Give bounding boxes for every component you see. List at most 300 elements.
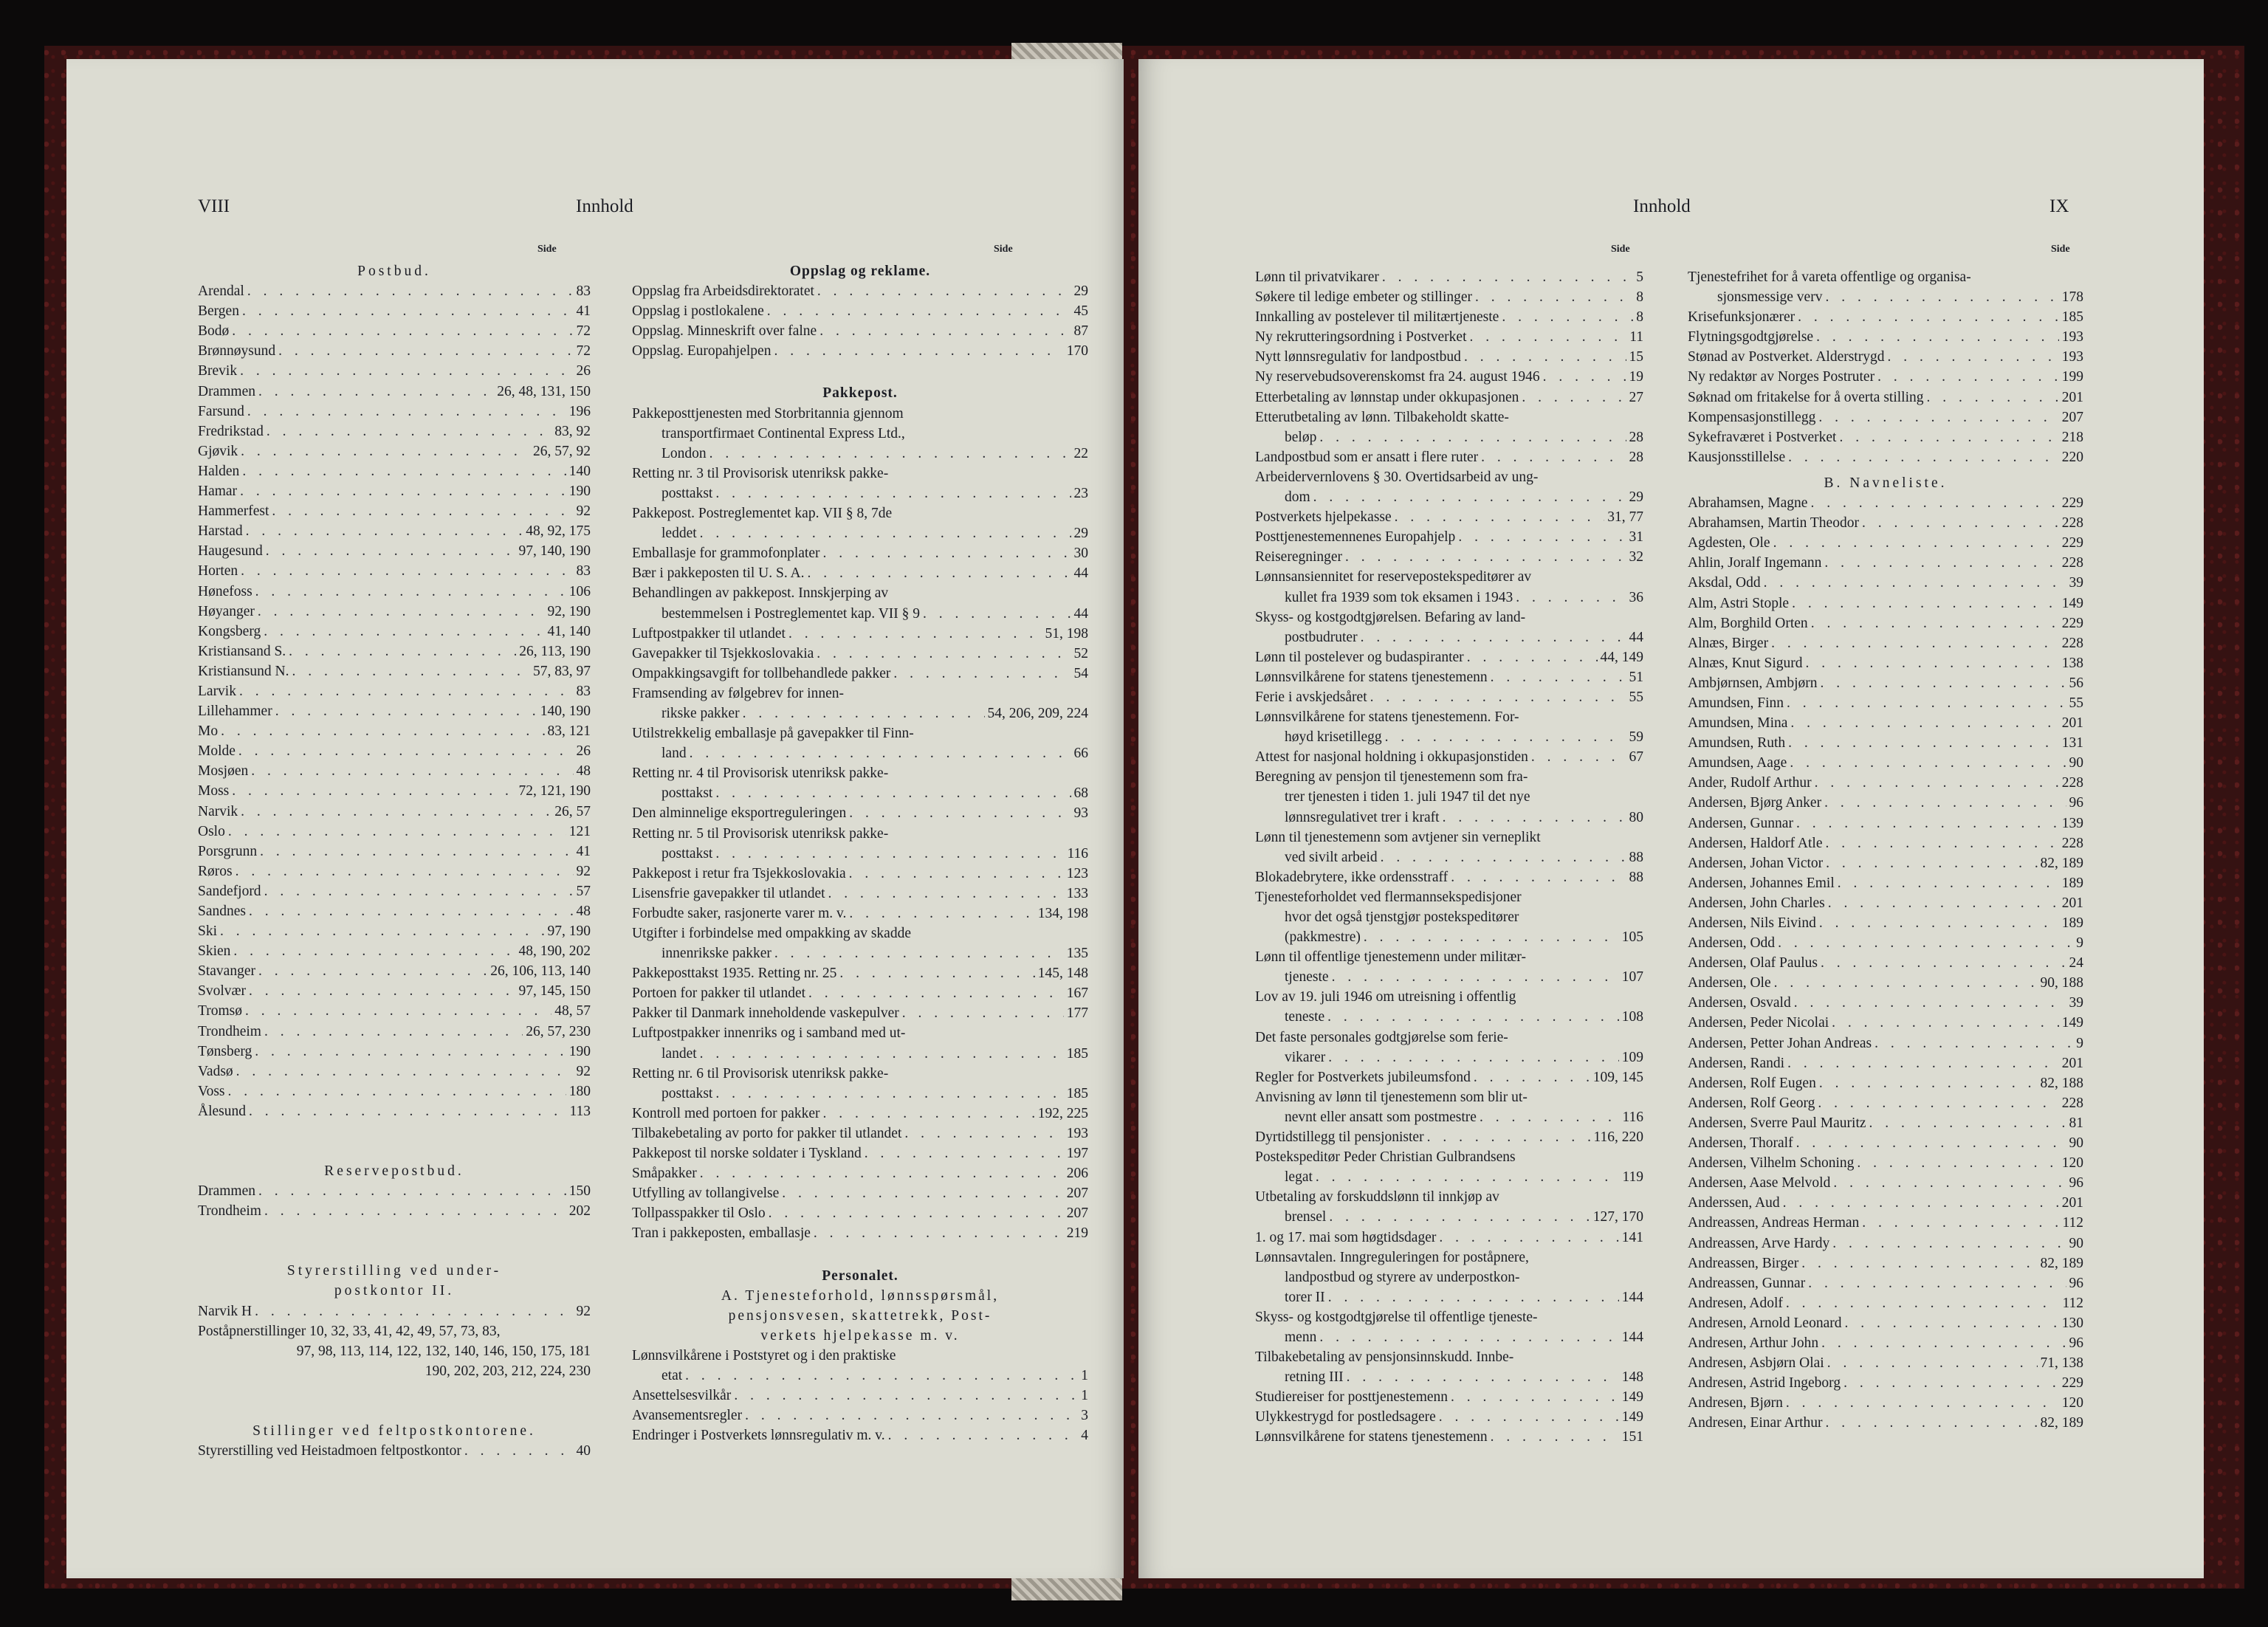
dot-leader bbox=[1801, 1253, 2037, 1273]
dot-leader bbox=[1805, 653, 2058, 673]
entry-pages: 83 bbox=[576, 283, 591, 300]
entry-title: Andersen, Thoralf bbox=[1688, 1135, 1793, 1152]
dot-leader bbox=[1821, 1333, 2066, 1353]
index-entry bbox=[198, 961, 591, 981]
side-label: Side bbox=[537, 244, 557, 255]
index-entry bbox=[632, 1425, 1088, 1445]
index-entry bbox=[632, 904, 1088, 923]
entry-pages: 149 bbox=[1621, 1409, 1643, 1425]
index-entry bbox=[632, 1104, 1088, 1124]
dot-leader bbox=[238, 741, 574, 761]
entry-title: Andresen, Bjørn bbox=[1688, 1395, 1783, 1411]
entry-title: innenrikske pakker bbox=[662, 946, 772, 962]
dot-leader bbox=[1815, 773, 2059, 793]
entry-pages: 229 bbox=[2061, 495, 2083, 512]
entry-title: Oslo bbox=[198, 823, 225, 839]
entry-title: Andersen, Nils Eivind bbox=[1688, 915, 1816, 931]
dot-leader bbox=[242, 301, 574, 321]
entry-pages: 54, 206, 209, 224 bbox=[987, 705, 1088, 721]
dot-leader bbox=[233, 941, 515, 961]
dot-leader bbox=[1788, 447, 2059, 467]
dot-leader bbox=[1833, 1173, 2066, 1193]
entry-title: Beregning av pensjon til tjenestemenn som fra- bbox=[1255, 769, 1528, 785]
index-entry bbox=[1688, 733, 2083, 753]
subsection-heading: A. Tjenesteforhold, lønnsspørsmål, bbox=[721, 1287, 1000, 1304]
entry-title: Andreassen, Arve Hardy bbox=[1688, 1235, 1830, 1251]
entry-title: Lønnsavtalen. Inngreguleringen for poståpnere, bbox=[1255, 1249, 1529, 1265]
entry-pages: 108 bbox=[1621, 1009, 1643, 1025]
dot-leader bbox=[241, 802, 551, 822]
entry-pages: 26, 113, 190 bbox=[519, 643, 591, 659]
entry-pages: 29 bbox=[1073, 283, 1088, 300]
entry-list bbox=[198, 1181, 591, 1221]
entry-pages: 96 bbox=[2069, 795, 2083, 811]
entry-pages: 26, 106, 113, 140 bbox=[490, 963, 591, 980]
index-entry bbox=[1688, 814, 2083, 833]
dot-leader bbox=[249, 901, 574, 921]
dot-leader bbox=[1788, 733, 2059, 753]
section-heading: Personalet. bbox=[822, 1267, 898, 1284]
entry-title: Mo bbox=[198, 723, 219, 740]
index-entry bbox=[1688, 388, 2083, 407]
index-entry bbox=[198, 981, 591, 1001]
entry-title: Drammen bbox=[198, 1183, 255, 1200]
dot-leader bbox=[1439, 1228, 1618, 1248]
entry-pages: 140, 190 bbox=[540, 704, 591, 720]
index-entry bbox=[632, 743, 1088, 763]
dot-leader bbox=[904, 1124, 1063, 1143]
index-entry bbox=[1255, 588, 1643, 608]
dot-leader bbox=[865, 1143, 1064, 1163]
entry-pages: 83 bbox=[576, 683, 591, 699]
index-entry bbox=[632, 1203, 1088, 1223]
entry-pages: 45 bbox=[1073, 303, 1088, 320]
index-entry bbox=[198, 1101, 591, 1121]
index-entry bbox=[1688, 853, 2083, 873]
index-entry bbox=[632, 1044, 1088, 1064]
index-entry bbox=[198, 822, 591, 842]
index-entry bbox=[632, 281, 1088, 301]
entry-pages: 48 bbox=[576, 763, 591, 780]
entry-pages: 57, 83, 97 bbox=[533, 663, 591, 679]
dot-leader bbox=[1502, 307, 1633, 327]
index-entry bbox=[632, 1223, 1088, 1243]
entry-pages: 116, 220 bbox=[1593, 1129, 1643, 1146]
entry-pages: 81 bbox=[2069, 1115, 2083, 1131]
entry-pages: 120 bbox=[2061, 1155, 2083, 1172]
entry-pages: 66 bbox=[1073, 746, 1088, 762]
entry-pages: 44, 149 bbox=[1600, 649, 1643, 665]
dot-leader bbox=[1543, 367, 1626, 387]
entry-title: Ander, Rudolf Arthur bbox=[1688, 775, 1812, 791]
index-entry bbox=[1688, 893, 2083, 913]
entry-title: bestemmelsen i Postreglementet kap. VII § 9 bbox=[662, 605, 921, 622]
entry-title: postbudruter bbox=[1285, 629, 1358, 645]
dot-leader bbox=[1808, 1273, 2066, 1293]
entry-title: Lov av 19. juli 1946 om utreisning i offentlig bbox=[1255, 989, 1516, 1005]
index-entry bbox=[1688, 1113, 2083, 1133]
dot-leader bbox=[242, 461, 566, 481]
dot-leader bbox=[1869, 1113, 2066, 1133]
entry-title: Ulykkestrygd for postledsagere bbox=[1255, 1409, 1436, 1425]
index-entry bbox=[1255, 667, 1643, 687]
dot-leader bbox=[1480, 1107, 1620, 1127]
index-entry bbox=[632, 523, 1088, 543]
dot-leader bbox=[1818, 1093, 2058, 1113]
dot-leader bbox=[241, 561, 573, 581]
entry-title: legat bbox=[1285, 1169, 1313, 1186]
index-entry bbox=[198, 681, 591, 701]
entry-title: Alnæs, Birger bbox=[1688, 635, 1769, 651]
entry-pages: 228 bbox=[2061, 555, 2083, 571]
entry-title: trer tjenesten i tiden 1. juli 1947 til det nye bbox=[1285, 789, 1530, 805]
index-entry bbox=[1688, 573, 2083, 593]
index-entry bbox=[1255, 1127, 1643, 1147]
entry-pages: 167 bbox=[1066, 986, 1088, 1002]
entry-pages: 112 bbox=[2062, 1295, 2083, 1311]
dot-leader bbox=[220, 921, 544, 941]
entry-title: Lønn til postelever og budaspiranter bbox=[1255, 649, 1464, 665]
dot-leader bbox=[1786, 1293, 2060, 1313]
entry-pages: 92 bbox=[576, 1303, 591, 1319]
index-entry bbox=[1255, 1228, 1643, 1248]
index-entry bbox=[1688, 1193, 2083, 1213]
index-entry bbox=[1688, 973, 2083, 993]
entry-title: Oppslag i postlokalene bbox=[632, 303, 764, 320]
dot-leader bbox=[782, 1183, 1063, 1203]
entry-title: Narvik H bbox=[198, 1303, 252, 1319]
entry-pages: 29 bbox=[1073, 526, 1088, 542]
subsection-heading: verkets hjelpekasse m. v. bbox=[760, 1327, 960, 1344]
entry-title: Drammen bbox=[198, 383, 255, 399]
entry-title: Andersen, Petter Johan Andreas bbox=[1688, 1035, 1872, 1051]
entry-title: Regler for Postverkets jubileumsfond bbox=[1255, 1069, 1471, 1085]
dot-leader bbox=[1796, 1133, 2066, 1153]
entry-title: Andersen, Bjørg Anker bbox=[1688, 795, 1822, 811]
entry-pages: 112 bbox=[2062, 1215, 2083, 1231]
index-entry bbox=[198, 881, 591, 901]
entry-pages: 151 bbox=[1621, 1429, 1643, 1445]
entry-pages: 105 bbox=[1621, 929, 1643, 946]
dot-leader bbox=[241, 441, 530, 461]
dot-leader bbox=[1790, 713, 2058, 733]
dot-leader bbox=[1491, 667, 1626, 687]
entry-pages: 28 bbox=[1629, 429, 1643, 445]
dot-leader bbox=[1877, 367, 2059, 387]
entry-pages: 140 bbox=[568, 463, 591, 479]
index-entry bbox=[198, 521, 591, 541]
index-entry bbox=[632, 664, 1088, 684]
dot-leader bbox=[1364, 927, 1619, 947]
section-heading: Oppslag og reklame. bbox=[789, 264, 931, 279]
entry-pages: 83, 121 bbox=[547, 723, 591, 740]
dot-leader bbox=[715, 1084, 1063, 1104]
entry-pages: 26, 57, 92 bbox=[533, 443, 591, 459]
index-entry bbox=[1688, 1293, 2083, 1313]
entry-title: Skyss- og kostgodtgjørelsen. Befaring av land- bbox=[1255, 609, 1526, 625]
entry-title: Gavepakker til Tsjekkoslovakia bbox=[632, 645, 814, 661]
section-heading: Pakkepost. bbox=[822, 385, 898, 402]
entry-pages: 27 bbox=[1629, 389, 1643, 405]
entry-pages: 97, 145, 150 bbox=[518, 983, 591, 1000]
entry-title: vikarer bbox=[1285, 1049, 1326, 1065]
entry-title: Ny redaktør av Norges Postruter bbox=[1688, 369, 1875, 385]
dot-leader bbox=[1522, 388, 1626, 407]
entry-title: Pakker til Danmark inneholdende vaskepulver bbox=[632, 1005, 899, 1022]
entry-title: Alm, Astri Stople bbox=[1688, 595, 1790, 611]
dot-leader bbox=[249, 981, 515, 1001]
dot-leader bbox=[817, 281, 1071, 301]
dot-leader bbox=[1451, 1387, 1619, 1407]
entry-pages: 116 bbox=[1622, 1109, 1643, 1125]
entry-title: Andersen, Johan Victor bbox=[1688, 855, 1824, 871]
entry-pages: 207 bbox=[1066, 1205, 1088, 1222]
entry-pages: 72, 121, 190 bbox=[518, 783, 591, 799]
entry-title: Kompensasjonstillegg bbox=[1688, 409, 1816, 425]
dot-leader bbox=[249, 1101, 566, 1121]
entry-pages: 123 bbox=[1066, 865, 1088, 881]
index-entry bbox=[1255, 527, 1643, 547]
entry-pages: 68 bbox=[1073, 785, 1088, 802]
entry-title: ved sivilt arbeid bbox=[1285, 849, 1378, 865]
entry-title: Landpostbud som er ansatt i flere ruter bbox=[1255, 449, 1479, 465]
entry-title: Lønnsvilkårene for statens tjenestemenn bbox=[1255, 669, 1488, 685]
dot-leader bbox=[1467, 647, 1598, 667]
entry-list bbox=[632, 281, 1088, 361]
entry-pages: 138 bbox=[2061, 655, 2083, 671]
dot-leader bbox=[246, 521, 523, 541]
entry-title: Tran i pakkeposten, emballasje bbox=[632, 1225, 811, 1242]
entry-pages: 22 bbox=[1073, 445, 1088, 461]
entry-title: Alnæs, Knut Sigurd bbox=[1688, 655, 1803, 671]
index-entry bbox=[1255, 647, 1643, 667]
entry-title: Anvisning av lønn til tjenestemenn som blir ut- bbox=[1255, 1089, 1528, 1105]
entry-title: Andersen, Haldorf Atle bbox=[1688, 835, 1823, 851]
dot-leader bbox=[1818, 407, 2058, 427]
entry-title: Postekspeditør Peder Christian Gulbrandsens bbox=[1255, 1149, 1516, 1166]
entry-title: Pakkepost til norske soldater i Tyskland bbox=[632, 1146, 862, 1162]
dot-leader bbox=[700, 523, 1071, 543]
entry-pages: 92 bbox=[576, 863, 591, 879]
dot-leader bbox=[819, 321, 1071, 341]
entry-pages: 90, 188 bbox=[2040, 975, 2083, 991]
entry-title: Agdesten, Ole bbox=[1688, 535, 1770, 551]
entry-title: menn bbox=[1285, 1329, 1317, 1345]
entry-pages: 83 bbox=[576, 563, 591, 579]
dot-leader bbox=[264, 1201, 566, 1221]
index-entry bbox=[1688, 753, 2083, 773]
entry-title: Nytt lønnsregulativ for landpostbud bbox=[1255, 349, 1461, 365]
entry-pages: 80 bbox=[1629, 809, 1643, 825]
entry-pages: 127, 170 bbox=[1592, 1209, 1643, 1225]
index-entry bbox=[1255, 1287, 1643, 1307]
dot-leader bbox=[1796, 814, 2059, 833]
entry-pages: 19 bbox=[1629, 369, 1643, 385]
dot-leader bbox=[1794, 993, 2066, 1013]
dot-leader bbox=[1470, 327, 1627, 347]
entry-title: posttakst bbox=[662, 845, 713, 861]
dot-leader bbox=[267, 422, 551, 441]
entry-title: lønnsregulativet trer i kraft bbox=[1285, 809, 1440, 825]
entry-pages: 9 bbox=[2076, 1035, 2083, 1051]
dot-leader bbox=[715, 844, 1064, 864]
index-entry bbox=[632, 864, 1088, 884]
entry-pages: 201 bbox=[2061, 389, 2083, 405]
dot-leader bbox=[1491, 1427, 1619, 1447]
entry-pages: 51, 198 bbox=[1045, 625, 1088, 641]
index-entry bbox=[1255, 547, 1643, 567]
entry-title: Andersen, Ole bbox=[1688, 975, 1771, 991]
entry-title: Andresen, Asbjørn Olai bbox=[1688, 1355, 1824, 1372]
dot-leader bbox=[232, 781, 515, 801]
dot-leader bbox=[685, 1366, 1078, 1386]
index-entry bbox=[1688, 513, 2083, 533]
index-entry bbox=[1255, 627, 1643, 647]
entry-pages: 144 bbox=[1621, 1329, 1643, 1345]
entry-title: leddet bbox=[662, 526, 697, 542]
entry-title: Andersen, Peder Nicolai bbox=[1688, 1015, 1829, 1031]
dot-leader bbox=[828, 884, 1064, 904]
entry-pages: 55 bbox=[1629, 689, 1643, 705]
index-entry bbox=[1688, 533, 2083, 553]
index-entry bbox=[1688, 1053, 2083, 1073]
dot-leader bbox=[1327, 1007, 1619, 1027]
entry-title: dom bbox=[1285, 489, 1310, 506]
entry-list bbox=[632, 404, 1088, 1244]
entry-pages: 72 bbox=[576, 343, 591, 360]
dot-leader bbox=[258, 602, 545, 622]
index-entry bbox=[198, 622, 591, 641]
dot-leader bbox=[1361, 627, 1626, 647]
entry-pages: 82, 189 bbox=[2040, 855, 2083, 871]
dot-leader bbox=[839, 963, 1034, 983]
entry-pages: 23 bbox=[1073, 485, 1088, 501]
entry-title: Amundsen, Finn bbox=[1688, 695, 1784, 711]
entry-title: Amundsen, Aage bbox=[1688, 755, 1787, 771]
index-entry bbox=[198, 941, 591, 961]
dot-leader bbox=[266, 541, 516, 561]
dot-leader bbox=[258, 382, 494, 402]
dot-leader bbox=[1798, 307, 2059, 327]
index-entry bbox=[198, 721, 591, 741]
index-entry bbox=[632, 1124, 1088, 1143]
dot-leader bbox=[1792, 594, 2059, 613]
entry-title: posttakst bbox=[662, 485, 713, 501]
entry-pages: 32 bbox=[1629, 549, 1643, 565]
entry-pages: 92, 190 bbox=[547, 603, 591, 619]
entry-pages: 180 bbox=[568, 1083, 591, 1099]
entry-pages: 135 bbox=[1066, 946, 1088, 962]
entry-title: Moss bbox=[198, 783, 230, 799]
entry-pages: 144 bbox=[1621, 1289, 1643, 1305]
entry-pages: 228 bbox=[2061, 635, 2083, 651]
entry-pages: 31 bbox=[1629, 529, 1643, 546]
entry-title: Tilbakebetaling av pensjonsinnskudd. Innbe- bbox=[1255, 1349, 1514, 1366]
entry-title: Larvik bbox=[198, 683, 236, 699]
dot-leader bbox=[1832, 1234, 2066, 1253]
entry-title: Lillehammer bbox=[198, 704, 272, 720]
index-entry bbox=[198, 1081, 591, 1101]
dot-leader bbox=[888, 1425, 1079, 1445]
entry-pages: 229 bbox=[2061, 535, 2083, 551]
entry-pages: 201 bbox=[2061, 895, 2083, 911]
entry-pages: 93 bbox=[1073, 805, 1088, 822]
dot-leader bbox=[247, 281, 574, 301]
index-entry bbox=[198, 341, 591, 361]
dot-leader bbox=[893, 664, 1071, 684]
entry-title: Andresen, Adolf bbox=[1688, 1295, 1783, 1311]
entry-pages: 228 bbox=[2061, 835, 2083, 851]
index-entry bbox=[1688, 713, 2083, 733]
entry-title: Brevik bbox=[198, 363, 238, 379]
index-entry bbox=[198, 802, 591, 822]
dot-leader bbox=[715, 484, 1071, 503]
entry-pages: 40 bbox=[576, 1442, 591, 1459]
side-label: Side bbox=[994, 244, 1013, 255]
side-label: Side bbox=[2051, 244, 2070, 255]
entry-title: Haugesund bbox=[198, 543, 263, 560]
index-entry bbox=[198, 541, 591, 561]
index-entry bbox=[1255, 927, 1643, 947]
entry-pages: 199 bbox=[2061, 369, 2083, 385]
dot-leader bbox=[1821, 673, 2066, 693]
dot-leader bbox=[849, 803, 1071, 823]
entry-pages: 206 bbox=[1066, 1166, 1088, 1182]
dot-leader bbox=[239, 681, 574, 701]
entry-title: Ahlin, Joralf Ingemann bbox=[1688, 555, 1822, 571]
dot-leader bbox=[289, 641, 516, 661]
dot-leader bbox=[1819, 1073, 2038, 1093]
entry-title: Oppslag. Europahjelpen bbox=[632, 343, 772, 360]
index-entry bbox=[1255, 347, 1643, 367]
index-entry bbox=[1255, 867, 1643, 887]
entry-pages: 3 bbox=[1081, 1408, 1088, 1424]
dot-leader bbox=[1474, 1067, 1590, 1087]
entry-title: Ferie i avskjedsåret bbox=[1255, 689, 1367, 705]
entry-title: Ålesund bbox=[198, 1103, 246, 1119]
entry-pages: 56 bbox=[2069, 675, 2083, 691]
index-entry bbox=[198, 481, 591, 501]
index-entry bbox=[632, 783, 1088, 803]
dot-leader bbox=[700, 1044, 1064, 1064]
index-entry bbox=[1688, 613, 2083, 633]
dot-leader bbox=[808, 983, 1064, 1003]
index-entry bbox=[1688, 1313, 2083, 1333]
entry-title: Studiereiser for posttjenestemenn bbox=[1255, 1389, 1449, 1406]
entry-title: Poståpnerstillinger 10, 32, 33, 41, 42, 49, 57, 73, 83, bbox=[198, 1323, 501, 1339]
dot-leader bbox=[690, 743, 1071, 763]
dot-leader bbox=[715, 783, 1071, 803]
dot-leader bbox=[1811, 613, 2059, 633]
entry-title: Hamar bbox=[198, 484, 238, 500]
entry-pages: 28 bbox=[1629, 449, 1643, 465]
index-entry bbox=[1688, 347, 2083, 367]
dot-leader bbox=[734, 1386, 1078, 1406]
dot-leader bbox=[264, 1022, 523, 1042]
index-entry bbox=[632, 1163, 1088, 1183]
index-entry bbox=[1688, 673, 2083, 693]
entry-title: Andreassen, Andreas Herman bbox=[1688, 1215, 1860, 1231]
entry-title: Andresen, Arthur John bbox=[1688, 1335, 1819, 1351]
dot-leader bbox=[823, 1104, 1035, 1124]
dot-leader bbox=[1370, 687, 1626, 707]
entry-title: Lønnsvilkårene for statens tjenestemenn. For- bbox=[1255, 709, 1519, 726]
index-entry bbox=[198, 422, 591, 441]
entry-pages: 189 bbox=[2061, 915, 2083, 931]
entry-title: Sandefjord bbox=[198, 883, 261, 899]
dot-leader bbox=[278, 341, 573, 361]
entry-title: Kongsberg bbox=[198, 623, 261, 639]
